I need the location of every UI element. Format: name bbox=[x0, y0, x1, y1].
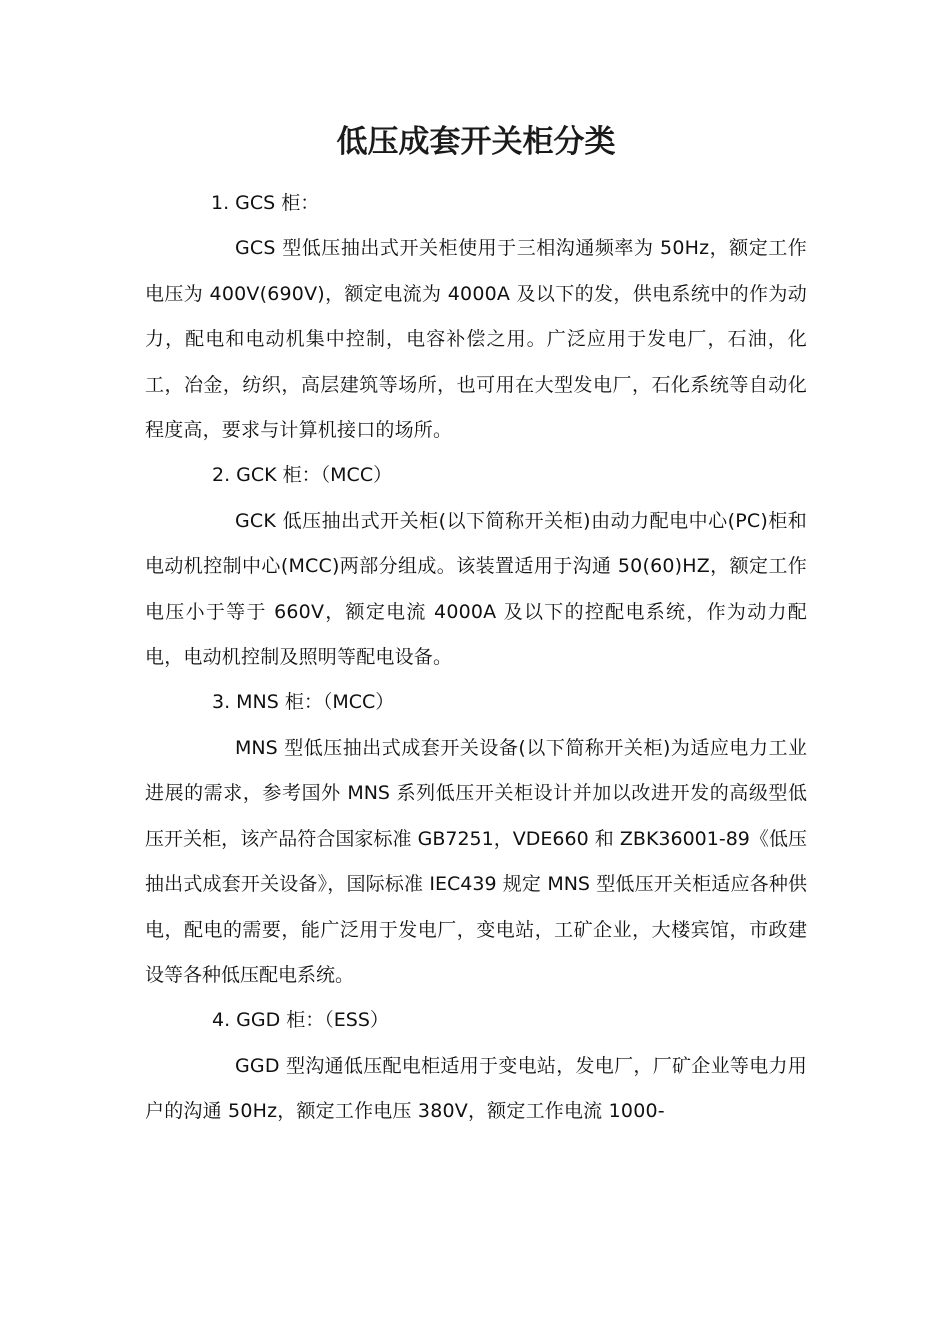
section-heading-mns: 3. MNS 柜：（MCC） bbox=[212, 691, 395, 714]
section-heading-gck: 2. GCK 柜：（MCC） bbox=[212, 464, 393, 487]
section-heading-ggd: 4. GGD 柜：（ESS） bbox=[212, 1009, 389, 1032]
section-body-ggd: GGD 型沟通低压配电柜适用于变电站，发电厂，厂矿企业等电力用户的沟通 50Hz，额定工作电压 380V，额定工作电流 1000- bbox=[145, 1054, 807, 1123]
section-body-gcs: GCS 型低压抽出式开关柜使用于三相沟通频率为 50Hz，额定工作电压为 400V(690V)，额定电流为 4000A 及以下的发，供电系统中的作为动力，配电和电动机集中控制，电容补偿之用。广泛应用于发电厂，石油，化工，冶金，纺织，高层建筑等场所，也可用在大型发电厂，石化系统等自动化程度高，要求与计算机接口的场所。 bbox=[145, 237, 807, 442]
document-title: 低压成套开关柜分类 bbox=[336, 124, 616, 160]
section-body-mns: MNS 型低压抽出式成套开关设备(以下简称开关柜)为适应电力工业进展的需求，参考国外 MNS 系列低压开关柜设计并加以改进开发的高级型低压开关柜，该产品符合国家标准 GB7251，VDE660 和 ZBK36001-89《低压抽出式成套开关设备》，国际标准 IEC439 规定 MNS 型低压开关柜适应各种供电，配电的需要，能广泛用于发电厂，变电站，工矿企业，大楼宾馆，市政建设等各种低压配电系统。 bbox=[145, 736, 807, 986]
section-body-gck: GCK 低压抽出式开关柜(以下简称开关柜)由动力配电中心(PC)柜和电动机控制中心(MCC)两部分组成。该装置适用于沟通 50(60)HZ，额定工作电压小于等于 660V，额定电流 4000A 及以下的控配电系统，作为动力配电，电动机控制及照明等配电设备。 bbox=[145, 509, 807, 669]
section-heading-gcs: 1. GCS 柜： bbox=[211, 192, 320, 214]
document-body bbox=[145, 181, 807, 1135]
